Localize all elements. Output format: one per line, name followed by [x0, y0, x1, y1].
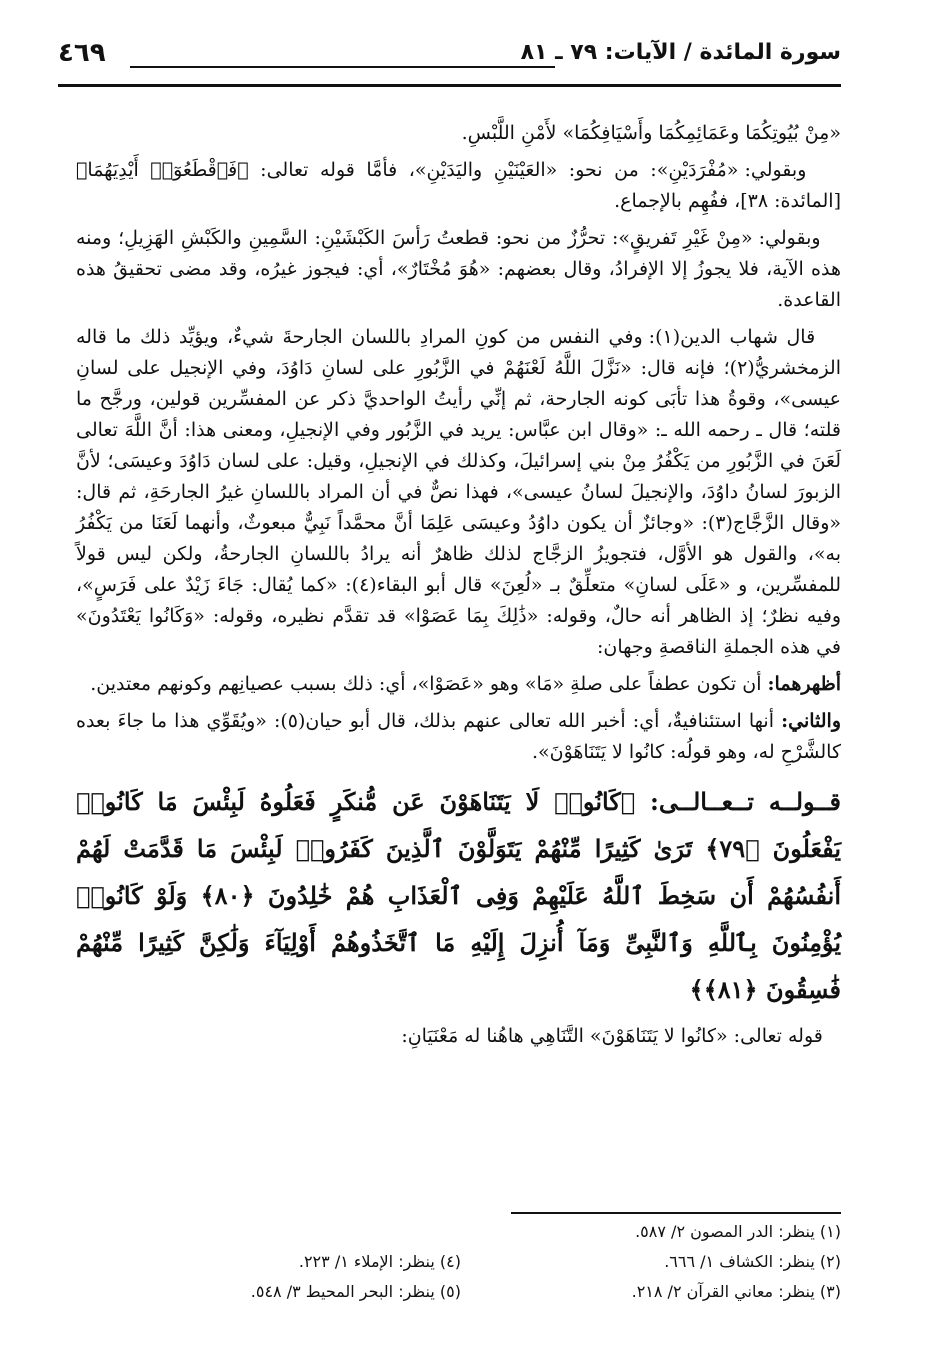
- header-divider: [58, 84, 841, 87]
- paragraph-4: [76, 322, 841, 663]
- paragraph-3: [76, 223, 841, 316]
- footnote-row: [76, 1282, 841, 1312]
- paragraph-text: أنها استئنافيةٌ، أي: أخبر الله تعالى عنهم بذلك، قال أبو حيان(٥): «ويُقَوِّي هذا ما جاءَ بعده كالشَّرْحِ له، وهو قولُه: كانُوا لا يَتَنَاهَوْنَ».: [76, 710, 841, 763]
- closing-line: [76, 1021, 841, 1052]
- paragraph-text: قال شهاب الدين(١): وفي النفس من كونِ المرادِ باللسان الجارحةَ شيءٌ، ويؤيِّد ذلك ما قاله الزمخشريُّ(٢)؛ فإنه قال: «نَزَّلَ اللَّهُ لَعْنَهُمْ في الزَّبُورِ على لسانِ دَاوُدَ، وفي الإنجيل على لسانِ عيسى»، وقوةُ هذا تأبَى كونه الجارحة، ثم إنِّي رأيتُ الواحديَّ ذكر عن المفسِّرين قولين، ورجَّح ما قلته؛ قال ـ رحمه الله ـ: «وقال ابن عبَّاس: يريد في الزَّبُور وفي الإنجيلِ، ومعنى هذا: أنَّ اللَّهَ تعالى لَعَنَ في الزَّبُورِ من يَكْفُرُ مِنْ بني إسرائيلَ، وكذلك في الإنجيلِ، وقيل: على لسان دَاوُدَ وعيسَى؛ لأنَّ الزبورَ لسانُ داوُدَ، والإنجيلَ لسانُ عيسى»، فهذا نصٌّ في أن المراد باللسانِ غيرُ الجارحَةِ، ثم قال: «وقال الزَّجَّاج(٣): «وجائزٌ أن يكون داوُدُ وعيسَى عَلِمَا أنَّ محمَّداً نَبِيٌّ مبعوثٌ، وأنهما لَعَنَا من يَكْفُرُ به»، والقول هو الأوَّل، فتجويزُ الزجَّاج لذلك ظاهرٌ أنه يرادُ باللسانِ الجارحةُ، ولكن ليس قولاً للمفسِّرين، و «عَلَى لسانِ» متعلِّقٌ بـ «لُعِنَ» قال أبو البقاء(٤): «كما يُقال: جَاءَ زَيْدٌ على فَرَسٍ»، وفيه نظرٌ؛ إذ الظاهر أنه حالٌ، وقوله: «ذَٰلِكَ بِمَا عَصَوْا» قد تقدَّم نظيره، وقوله: «وَكَانُوا يَعْتَدُونَ» في هذه الجملةِ الناقصةِ وجهان:: [76, 326, 842, 658]
- footnote-2: (٢) ينظر: الكشاف ١/ ٦٦٦.: [664, 1252, 841, 1271]
- footnotes: [76, 1222, 841, 1312]
- paragraph-text: وبقولي: «مِنْ غَيْرِ تَفريقٍ»: تحرُّزٌ من نحو: قطعتُ رَأسَ الكَبْشَيْنِ: السَّمِينِ والكَبْشِ الهَزِيلِ؛ ومنه هذه الآية، فلا يجوزُ إلا الإفرادُ، وقال بعضهم: «هُوَ مُخْتَارٌ»، أي: فيجوز غيرُه، وقد مضى تحقيقُ هذه القاعدة.: [76, 227, 841, 311]
- page-number: ٤٦٩: [58, 38, 106, 68]
- header-rule-short: [130, 66, 555, 68]
- paragraph-text: وبقولي: «مُفْرَدَيْنِ»: من نحو: «العَيْنَيْنِ واليَدَيْنِ»، فأمَّا قوله تعالى: ﴿فَٱقْطَعُوٓا۟ أَيْدِيَهُمَا﴾ [المائدة: ٣٨]، ففُهِم بالإجماع.: [76, 159, 841, 212]
- paragraph-2: [76, 155, 841, 217]
- footnote-divider: [511, 1212, 841, 1214]
- closing-text: قوله تعالى: «كانُوا لا يَتَنَاهَوْنَ» التَّنَاهِي هاهُنا له مَعْنَيَانِ:: [401, 1025, 823, 1047]
- page-body: [76, 118, 841, 1058]
- paragraph-lead: والثاني:: [781, 710, 841, 732]
- paragraph-lead: أظهرهما:: [767, 673, 841, 695]
- footnote-3: (٣) ينظر: معاني القرآن ٢/ ٢١٨.: [631, 1282, 841, 1301]
- footnote-1: (١) ينظر: الدر المصون ٢/ ٥٨٧.: [635, 1222, 841, 1241]
- running-header: [58, 38, 841, 78]
- paragraph-5: [76, 669, 841, 700]
- footnote-row: [76, 1252, 841, 1282]
- footnote-5: (٥) ينظر: البحر المحيط ٣/ ٥٤٨.: [250, 1282, 461, 1301]
- paragraph-text: «مِنْ بُيُوتِكُمَا وعَمَائِمِكُمَا وأَسْيَافِكُمَا» لأَمْنِ اللَّبْسِ.: [461, 122, 841, 144]
- footnote-4: (٤) ينظر: الإملاء ١/ ٢٢٣.: [298, 1252, 461, 1271]
- quran-verse: قــولــه تــعــالــى: ﴿كَانُوا۟ لَا يَتَنَاهَوْنَ عَن مُّنكَرٍ فَعَلُوهُ لَبِئْسَ مَا كَانُوا۟ يَفْعَلُونَ ﴿٧٩﴾ تَرَىٰ كَثِيرًا مِّنْهُمْ يَتَوَلَّوْنَ ٱلَّذِينَ كَفَرُوا۟ لَبِئْسَ مَا قَدَّمَتْ لَهُمْ أَنفُسُهُمْ أَن سَخِطَ ٱللَّهُ عَلَيْهِمْ وَفِى ٱلْعَذَابِ هُمْ خَٰلِدُونَ ﴿٨٠﴾ وَلَوْ كَانُوا۟ يُؤْمِنُونَ بِٱللَّهِ وَٱلنَّبِىِّ وَمَآ أُنزِلَ إِلَيْهِ مَا ٱتَّخَذُوهُمْ أَوْلِيَآءَ وَلَٰكِنَّ كَثِيرًا مِّنْهُمْ فَٰسِقُونَ ﴿٨١﴾﴾: [76, 787, 842, 1004]
- paragraph-6: [76, 706, 841, 768]
- paragraph-text: أن تكون عطفاً على صلةِ «مَا» وهو «عَصَوْا»، أي: ذلك بسبب عصيانِهم وكونهم معتدين.: [90, 673, 768, 695]
- header-title: سورة المائدة / الآيات: ٧٩ ـ ٨١: [520, 40, 841, 65]
- footnote-row: [76, 1222, 841, 1252]
- paragraph-1: [76, 118, 841, 149]
